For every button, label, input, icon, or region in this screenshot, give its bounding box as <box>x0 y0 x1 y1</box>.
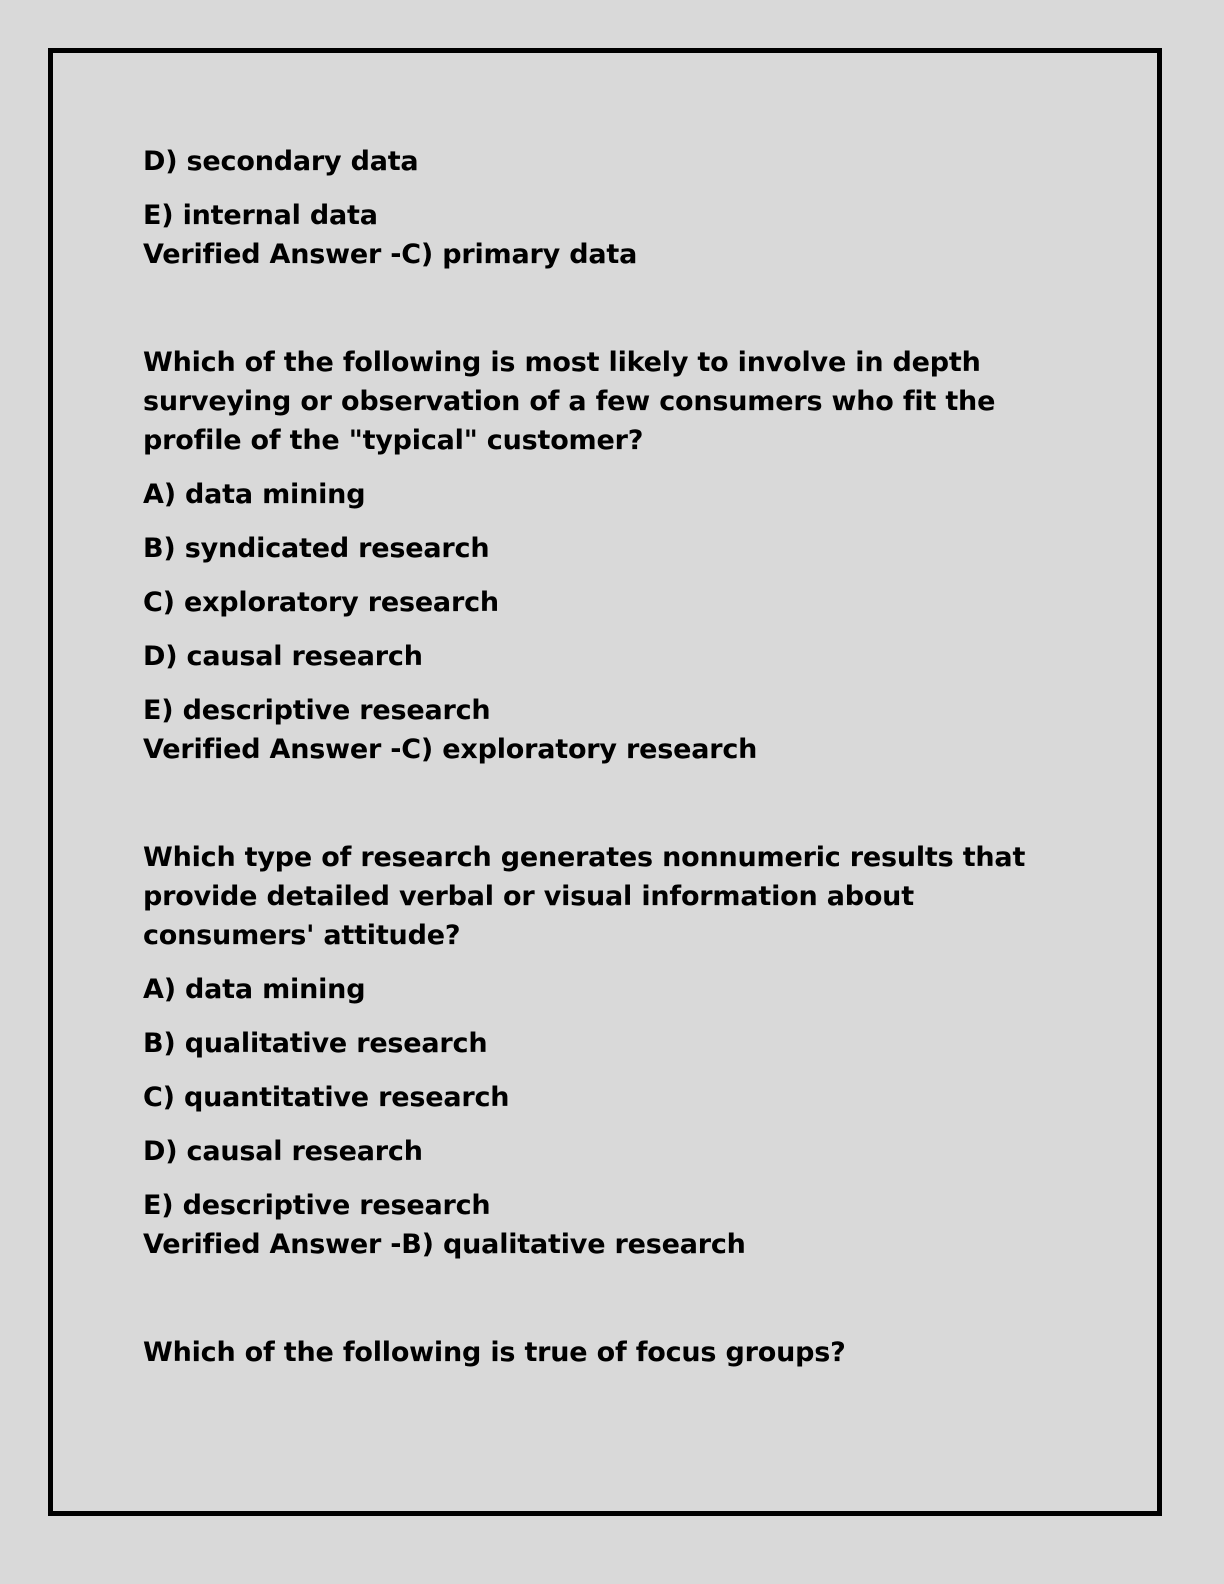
question-line: Which of the following is most likely to involve in depth <box>143 347 981 378</box>
question-line: profile of the "typical" customer? <box>143 425 644 456</box>
option-c: C) quantitative research <box>143 1082 510 1113</box>
verified-answer: Verified Answer -C) exploratory research <box>143 734 758 765</box>
option-d: D) causal research <box>143 1136 423 1167</box>
option-a: A) data mining <box>143 974 366 1005</box>
option-b: B) qualitative research <box>143 1028 488 1059</box>
question-line: provide detailed verbal or visual information about <box>143 881 914 912</box>
question-line: surveying or observation of a few consumers who fit the <box>143 386 996 417</box>
question-block-2 <box>143 343 1083 769</box>
verified-answer: Verified Answer -B) qualitative research <box>143 1229 746 1260</box>
option-c: C) exploratory research <box>143 587 499 618</box>
option-d: D) causal research <box>143 641 423 672</box>
question-block-1 <box>143 142 1083 274</box>
question-line: Which of the following is true of focus groups? <box>143 1337 846 1368</box>
option-a: A) data mining <box>143 479 366 510</box>
option-d: D) secondary data <box>143 146 419 177</box>
question-line: consumers' attitude? <box>143 920 461 951</box>
document-content <box>143 142 1083 1372</box>
option-b: B) syndicated research <box>143 533 490 564</box>
option-e: E) internal data <box>143 200 378 231</box>
option-e: E) descriptive research <box>143 695 491 726</box>
question-text <box>143 838 1083 955</box>
option-e: E) descriptive research <box>143 1190 491 1221</box>
verified-answer: Verified Answer -C) primary data <box>143 239 638 270</box>
question-line: Which type of research generates nonnumeric results that <box>143 842 1026 873</box>
question-block-3 <box>143 838 1083 1264</box>
question-block-4 <box>143 1333 1083 1372</box>
question-text <box>143 343 1083 460</box>
